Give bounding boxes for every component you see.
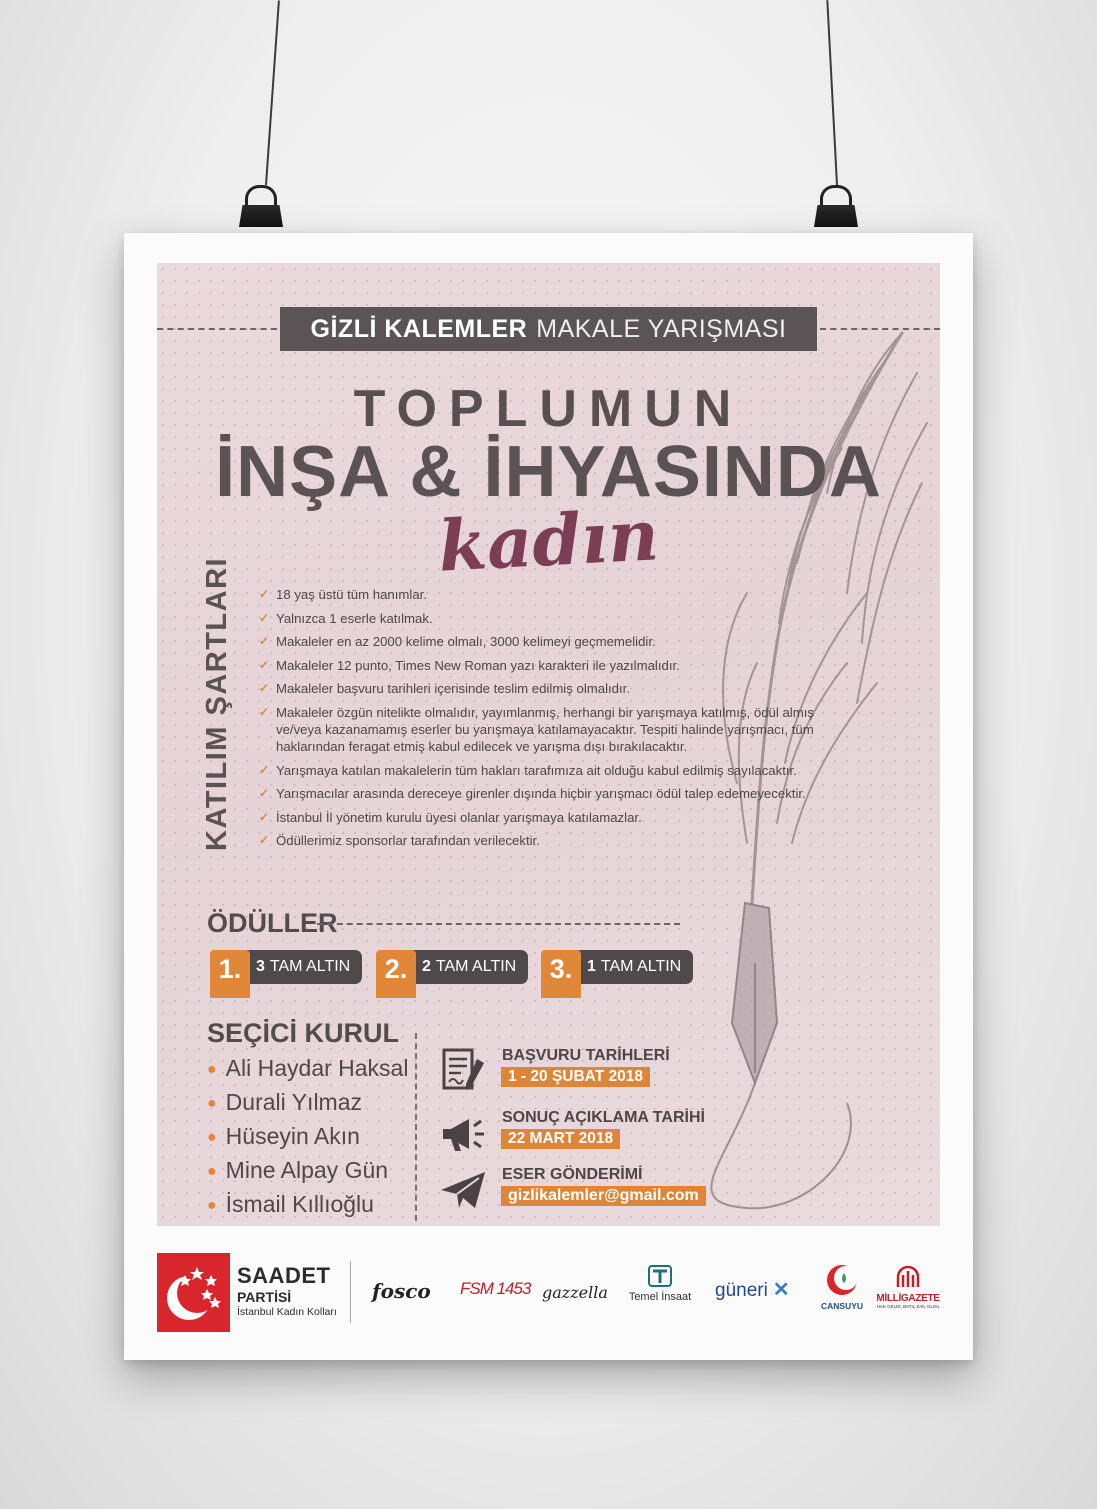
condition-item (259, 832, 844, 849)
award-amount: 1 (587, 958, 596, 975)
party-unit: İstanbul Kadın Kolları (237, 1306, 337, 1318)
awards-title-dash (317, 923, 680, 925)
header-banner (157, 307, 940, 351)
condition-item (259, 633, 844, 650)
condition-text: Yarışmaya katılan makalelerin tüm hakları tarafımıza ait olduğu kabul edilmiş sayılacaktır. (276, 762, 797, 778)
cansuyu-label: CANSUYU (820, 1301, 864, 1311)
binder-clip-left (239, 185, 283, 227)
guneri-label: güneri (715, 1280, 768, 1301)
bullet-icon: ● (207, 1196, 217, 1214)
submission-email[interactable]: gizlikalemler@gmail.com (501, 1186, 706, 1206)
condition-text: Ödüllerimiz sponsorlar tarafından verilecektir. (276, 833, 540, 849)
header-title-bold: GİZLİ KALEMLER (310, 314, 528, 343)
award-label (242, 950, 362, 984)
jury-member-name: Ali Haydar Haksal (225, 1055, 409, 1081)
megaphone-icon (439, 1109, 487, 1157)
condition-text: 18 yaş üstü tüm hanımlar. (276, 587, 427, 602)
footer-logos (157, 1253, 940, 1333)
bullet-icon: ● (207, 1162, 217, 1180)
condition-item (259, 704, 844, 755)
bullet-icon: ● (207, 1094, 217, 1112)
poster-art-panel (157, 263, 940, 1226)
condition-text: Makaleler 12 punto, Times New Roman yazı karakteri ile yazılmalıdır. (276, 657, 680, 673)
condition-text: Makaleler özgün nitelikte olmalıdır, yayımlanmış, herhangi bir yarışmaya katılmış, ödül almış ve/veya kazanamamış eserler bu yarışmaya katılamayacaktır. Tespiti halinde yarışmacı, tüm haklarından feragat etmiş kabul edilecek ve yarışma dışı bırakılacaktır. (276, 704, 814, 754)
condition-item (259, 610, 844, 627)
conditions-list (259, 586, 844, 856)
jury-member (207, 1153, 408, 1187)
condition-item (259, 762, 844, 779)
condition-text: Makaleler en az 2000 kelime olmalı, 3000 kelimeyi geçmemelidir. (276, 634, 656, 650)
footer-separator (350, 1261, 351, 1323)
guneri-x-icon: ✕ (772, 1279, 790, 1301)
check-icon: ✓ (259, 833, 270, 848)
jury-info-divider (415, 1033, 417, 1221)
title-line-2: İNŞA & İHYASINDA (215, 432, 882, 512)
milligazete-icon (894, 1265, 922, 1289)
title-line-1: TOPLUMUN (353, 380, 744, 438)
announcement-date-title: SONUÇ AÇIKLAMA TARİHİ (502, 1109, 705, 1126)
sponsor-guneri (715, 1277, 790, 1302)
sponsor-fosco: fosco (372, 1279, 431, 1303)
condition-item (259, 785, 844, 802)
check-icon: ✓ (259, 587, 270, 601)
award-rank: 3. (541, 950, 581, 998)
jury-member-name: Durali Yılmaz (225, 1089, 363, 1115)
cansuyu-icon (824, 1263, 860, 1297)
header-dash-right (820, 328, 940, 330)
check-icon: ✓ (259, 809, 270, 824)
document-pen-icon (439, 1047, 487, 1095)
condition-text: Makaleler başvuru tarihleri içerisinde teslim edilmiş olmalıdır. (276, 681, 630, 697)
milligazete-tagline: HAK GELDİ, BATIL ZAİL OLDU (876, 1304, 940, 1309)
binder-clip-right (814, 185, 858, 227)
crescent-stars-icon (157, 1253, 230, 1332)
condition-item (259, 657, 844, 674)
awards-title: ÖDÜLLER (207, 908, 338, 938)
award-label (408, 950, 528, 984)
condition-item (259, 809, 844, 826)
party-sub: PARTİSİ (237, 1289, 292, 1305)
jury-list (207, 1051, 408, 1221)
check-icon: ✓ (259, 786, 270, 801)
title-line-3: kadın (436, 493, 661, 588)
jury-member-name: Mine Alpay Gün (225, 1157, 389, 1183)
condition-text: İstanbul İl yönetim kurulu üyesi olanlar yarışmaya katılamazlar. (276, 809, 642, 825)
sponsor-temel-insaat (625, 1265, 695, 1303)
award-unit: TAM ALTIN (600, 958, 682, 975)
sponsor-gazzella: gazzella (542, 1283, 608, 1302)
check-icon: ✓ (259, 610, 270, 625)
sponsor-cansuyu (817, 1263, 867, 1311)
announcement-date-value: 22 MART 2018 (501, 1129, 620, 1149)
temel-insaat-label: Temel İnsaat (628, 1291, 692, 1303)
party-name: SAADET (237, 1263, 331, 1288)
bullet-icon: ● (207, 1128, 217, 1146)
check-icon: ✓ (259, 762, 270, 777)
jury-member (207, 1119, 408, 1153)
jury-member-name: Hüseyin Akın (225, 1123, 360, 1149)
sponsor-milligazete (875, 1265, 941, 1309)
award-amount: 3 (256, 958, 265, 975)
jury-title: SEÇİCİ KURUL (207, 1018, 400, 1048)
saadet-party-logo (157, 1253, 230, 1332)
temel-insaat-icon (648, 1265, 672, 1287)
award-rank: 2. (376, 950, 416, 998)
award-rank: 1. (210, 950, 250, 998)
poster (124, 233, 973, 1360)
application-dates-value: 1 - 20 ŞUBAT 2018 (501, 1067, 650, 1087)
jury-member (207, 1187, 408, 1221)
jury-member (207, 1051, 408, 1085)
check-icon: ✓ (259, 634, 270, 649)
condition-item (259, 586, 844, 603)
check-icon: ✓ (259, 657, 270, 672)
conditions-vertical-label: KATILIM ŞARTLARI (201, 556, 233, 851)
header-title-light: MAKALE YARIŞMASI (536, 314, 787, 343)
hanging-string-right (826, 0, 838, 185)
milligazete-label: MİLLİGAZETE (876, 1293, 940, 1304)
condition-text: Yalnızca 1 eserle katılmak. (276, 610, 433, 626)
submission-title: ESER GÖNDERİMİ (502, 1166, 643, 1183)
sponsor-fsm1453: FSM 1453 (460, 1279, 531, 1298)
check-icon: ✓ (259, 681, 270, 696)
award-amount: 2 (422, 958, 431, 975)
award-unit: TAM ALTIN (435, 958, 517, 975)
header-dash-left (157, 328, 277, 330)
paper-plane-icon (439, 1166, 487, 1214)
header-title-box (280, 307, 817, 351)
jury-member (207, 1085, 408, 1119)
hanging-string-left (265, 0, 280, 185)
condition-item (259, 680, 844, 697)
condition-text: Yarışmacılar arasında dereceye girenler dışında hiçbir yarışmacı ödül talep edemeyecektir. (276, 786, 806, 802)
bullet-icon: ● (207, 1060, 217, 1078)
application-dates-title: BAŞVURU TARİHLERİ (502, 1047, 670, 1064)
award-unit: TAM ALTIN (269, 958, 351, 975)
check-icon: ✓ (259, 704, 270, 719)
jury-member-name: İsmail Kıllıoğlu (225, 1191, 374, 1217)
award-label (573, 950, 693, 984)
